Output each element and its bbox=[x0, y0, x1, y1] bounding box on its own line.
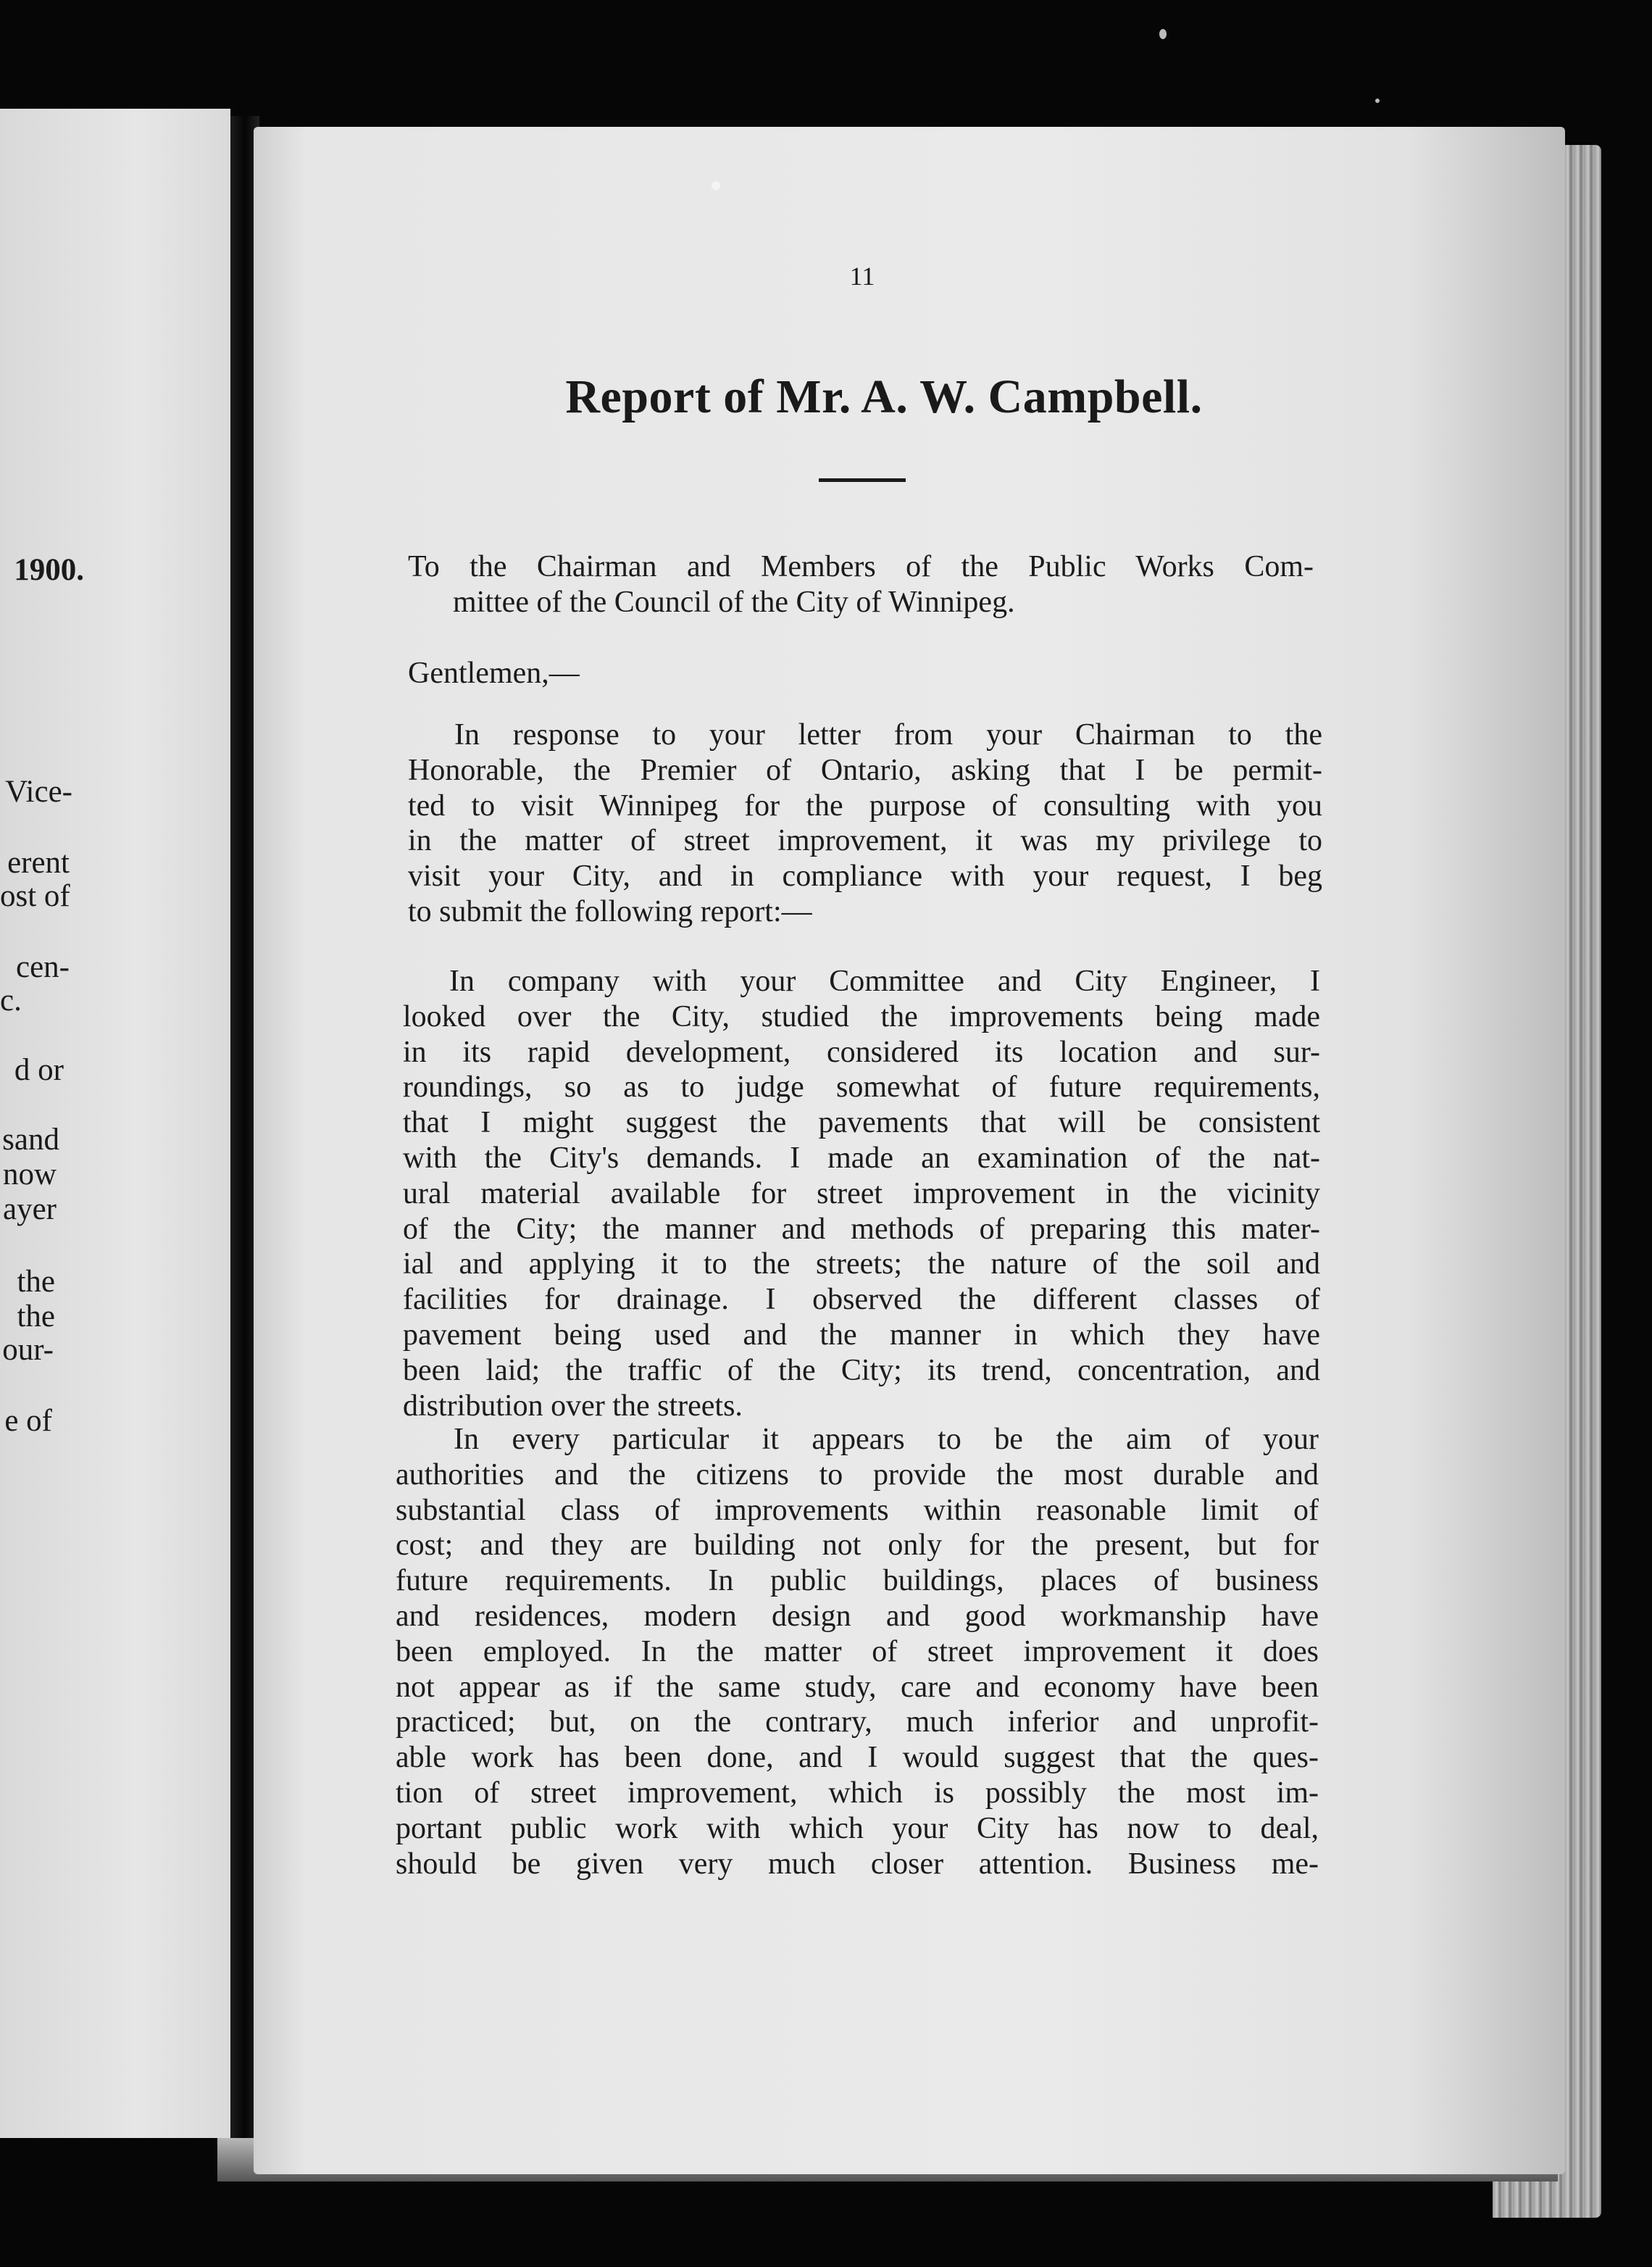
scan-speck bbox=[1159, 29, 1167, 39]
paragraph-line: roundings, so as to judge somewhat of future requirements, bbox=[403, 1070, 1320, 1105]
left-page-line: the bbox=[17, 1265, 55, 1299]
left-page-line: ost of bbox=[0, 879, 70, 913]
address-line: To the Chairman and Members of the Public Works Com- bbox=[408, 550, 1314, 583]
paragraph-line: practiced; but, on the contrary, much inferior and unprofit- bbox=[396, 1705, 1319, 1739]
paragraph-line: should be given very much closer attention. Business me- bbox=[396, 1847, 1319, 1881]
left-page-line: cen- bbox=[16, 950, 70, 984]
paragraph-line: Honorable, the Premier of Ontario, asking that I be permit- bbox=[408, 753, 1322, 787]
paragraph-line: In response to your letter from your Chairman to the bbox=[454, 718, 1322, 752]
paragraph-line: tion of street improvement, which is possibly the most im- bbox=[396, 1776, 1319, 1810]
paragraph-line: distribution over the streets. bbox=[403, 1389, 743, 1423]
address-block bbox=[408, 549, 1314, 620]
paragraph-1 bbox=[408, 717, 1322, 930]
left-page-line: c. bbox=[0, 983, 22, 1018]
paragraph-line: in the matter of street improvement, it was my privilege to bbox=[408, 824, 1322, 858]
paragraph-3 bbox=[396, 1422, 1319, 1881]
paragraph-line: future requirements. In public buildings, places of business bbox=[396, 1564, 1319, 1598]
paragraph-line: substantial class of improvements within reasonable limit of bbox=[396, 1493, 1319, 1527]
paragraph-line: cost; and they are building not only for the present, but for bbox=[396, 1528, 1319, 1563]
paragraph-2 bbox=[403, 964, 1320, 1423]
left-page-line: Vice- bbox=[5, 775, 72, 809]
paragraph-line: and residences, modern design and good workmanship have bbox=[396, 1599, 1319, 1633]
greeting-line: Gentlemen,— bbox=[408, 657, 580, 690]
paragraph-line: ted to visit Winnipeg for the purpose of consulting with you bbox=[408, 789, 1322, 823]
paragraph-line: in its rapid development, considered its location and sur- bbox=[403, 1035, 1320, 1069]
paragraph-line: able work has been done, and I would suggest that the ques- bbox=[396, 1741, 1319, 1775]
paragraph-line: that I might suggest the pavements that will be consistent bbox=[403, 1106, 1320, 1140]
left-page bbox=[0, 109, 230, 2138]
paragraph-line: pavement being used and the manner in which they have bbox=[403, 1318, 1320, 1352]
paragraph-line: been laid; the traffic of the City; its trend, concentration, and bbox=[403, 1353, 1320, 1387]
paragraph-line: of the City; the manner and methods of preparing this mater- bbox=[403, 1212, 1320, 1246]
page-title: Report of Mr. A. W. Campbell. bbox=[565, 370, 1203, 423]
paragraph-line: looked over the City, studied the improvements being made bbox=[403, 999, 1320, 1033]
left-page-line: 1900. bbox=[14, 553, 84, 587]
left-page-line: erent bbox=[7, 846, 70, 880]
greeting bbox=[408, 656, 1330, 691]
paragraph-line: with the City's demands. I made an examination of the nat- bbox=[403, 1141, 1320, 1175]
left-page-line: ayer bbox=[3, 1192, 57, 1226]
paragraph-line: ural material available for street improvement in the vicinity bbox=[403, 1176, 1320, 1210]
scan-speck bbox=[1375, 99, 1380, 103]
paragraph-line: not appear as if the same study, care and economy have been bbox=[396, 1670, 1319, 1704]
paragraph-line: In every particular it appears to be the aim of your bbox=[454, 1423, 1319, 1456]
paragraph-line: been employed. In the matter of street improvement it does bbox=[396, 1634, 1319, 1668]
left-page-line: the bbox=[17, 1299, 55, 1334]
paragraph-line: portant public work with which your City has now to deal, bbox=[396, 1811, 1319, 1845]
paragraph-line: visit your City, and in compliance with your request, I beg bbox=[408, 860, 1322, 894]
left-page-line: now bbox=[2, 1157, 57, 1191]
scan-speck bbox=[712, 181, 720, 190]
paragraph-line: to submit the following report:— bbox=[408, 894, 812, 928]
paragraph-line: ial and applying it to the streets; the nature of the soil and bbox=[403, 1247, 1320, 1281]
left-page-line: sand bbox=[2, 1123, 59, 1157]
left-page-line: our- bbox=[2, 1333, 54, 1367]
title-rule bbox=[819, 478, 906, 482]
page-number: 11 bbox=[849, 262, 875, 291]
paragraph-line: facilities for drainage. I observed the different classes of bbox=[403, 1283, 1320, 1317]
paragraph-line: authorities and the citizens to provide the most durable and bbox=[396, 1457, 1319, 1492]
left-page-line: d or bbox=[14, 1053, 64, 1087]
address-line: mittee of the Council of the City of Winnipeg. bbox=[453, 585, 1015, 619]
paragraph-line: In company with your Committee and City Engineer, I bbox=[449, 965, 1320, 998]
left-page-line: e of bbox=[4, 1404, 52, 1438]
